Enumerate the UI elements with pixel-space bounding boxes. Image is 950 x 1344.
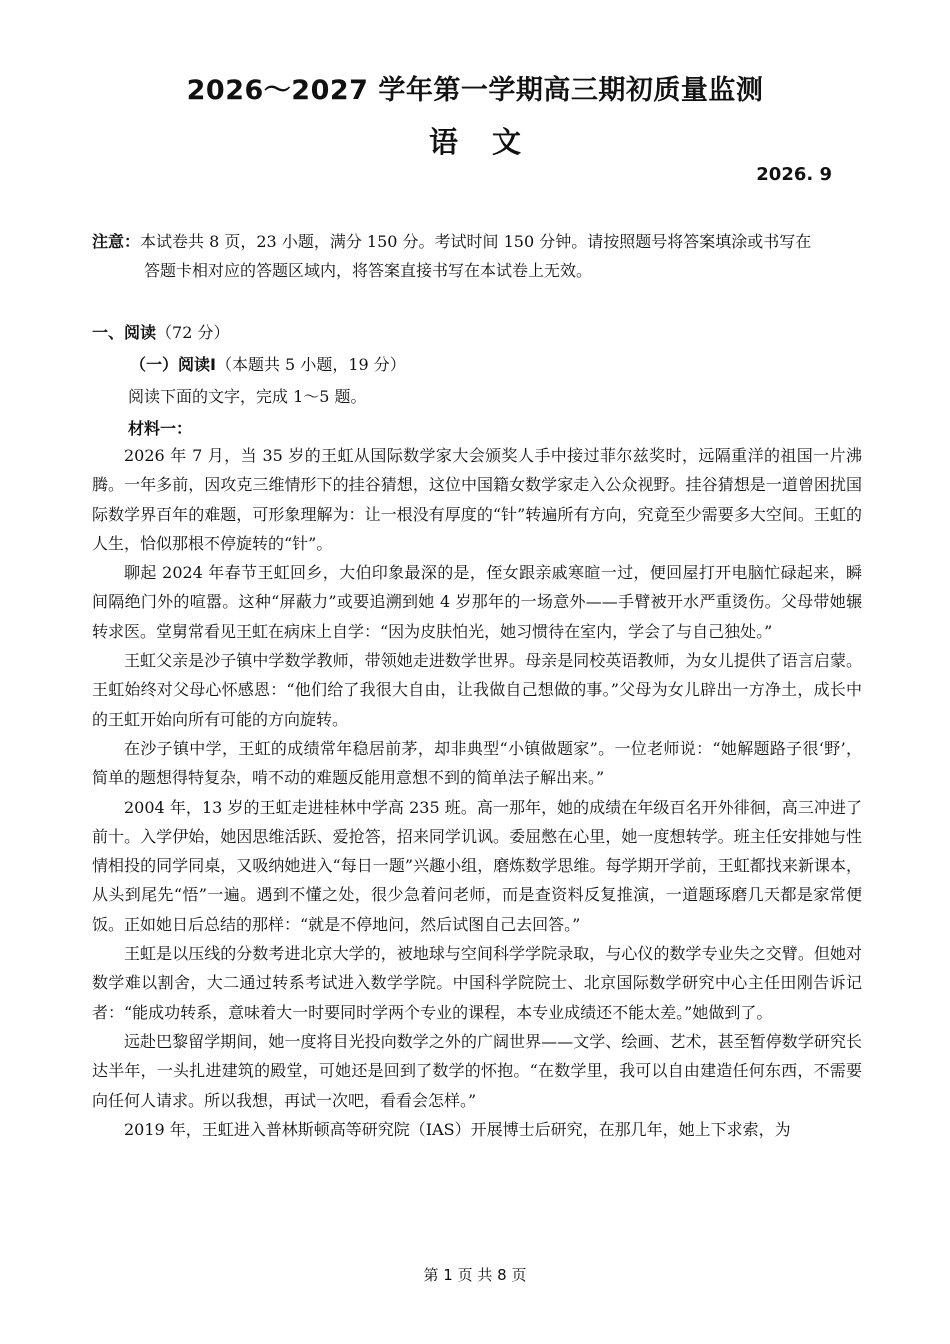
reading-instruction: 阅读下面的文字，完成 1～5 题。 <box>128 387 367 406</box>
notice-line-2: 答题卡相对应的答题区域内，将答案直接书写在本试卷上无效。 <box>144 261 593 280</box>
material-label: 材料一： <box>128 419 193 438</box>
paragraph: 王虹父亲是沙子镇中学数学教师，带领她走进数学世界。母亲是同校英语教师，为女儿提供了语言启蒙。王虹始终对父母心怀感恩：“他们给了我很大自由，让我做自己想做的事。”父母为女儿辟出一方净土，成长中的王虹开始向所有可能的方向旋转。 <box>92 651 862 729</box>
notice-text-1: 本试卷共 8 页，23 小题，满分 150 分。考试时间 150 分钟。请按照题号将答案填涂或书写在 <box>140 232 812 251</box>
reading-passage <box>92 441 862 1144</box>
exam-date: 2026. 9 <box>756 164 832 185</box>
subsection-heading <box>130 352 406 375</box>
notice-label: 注意： <box>92 232 141 251</box>
paragraph: 远赴巴黎留学期间，她一度将目光投向数学之外的广阔世界——文学、绘画、艺术，甚至暂停数学研究长达半年，一头扎进建筑的殿堂，可她还是回到了数学的怀抱。“在数学里，我可以自由建造任何东西，不需要向任何人请求。所以我想，再试一次吧，看看会怎样。” <box>92 1031 862 1110</box>
subsection-detail: （本题共 5 小题，19 分） <box>215 355 406 374</box>
subsection-title: （一）阅读Ⅰ <box>130 355 216 374</box>
section-heading <box>92 320 229 343</box>
notice-block <box>92 227 872 285</box>
notice-line-1 <box>92 227 872 256</box>
paragraph: 2019 年，王虹进入普林斯顿高等研究院（IAS）开展博士后研究，在那几年，她上下求索，为 <box>124 1119 791 1139</box>
paragraph: 2026 年 7 月，当 35 岁的王虹从国际数学家大会颁奖人手中接过菲尔兹奖时，远隔重洋的祖国一片沸腾。一年多前，因攻克三维情形下的挂谷猜想，这位中国籍女数学家走入公众视野。挂谷猜想是一道曾困扰国际数学界百年的难题，可形象理解为：让一根没有厚度的“针”转遍所有方向，究竟至少需要多大空间。王虹的人生，恰似那根不停旋转的“针”。 <box>92 446 862 553</box>
page-footer: 第 1 页 共 8 页 <box>423 1266 527 1284</box>
paragraph: 王虹是以压线的分数考进北京大学的，被地球与空间科学学院录取，与心仪的数学专业失之交臂。但她对数学难以割舍，大二通过转系考试进入数学学院。中国科学院院士、北京国际数学研究中心主任田刚告诉记者：“能成功转系，意味着大一时要同时学两个专业的课程，本专业成绩还不能太差。”她做到了。 <box>92 944 862 1022</box>
section-title: 一、阅读 <box>92 323 157 342</box>
paragraph: 在沙子镇中学，王虹的成绩常年稳居前茅，却非典型“小镇做题家”。一位老师说：“她解题路子很‘野’，简单的题想得特复杂，啃不动的难题反能用意想不到的简单法子解出来。” <box>92 738 862 788</box>
subject-title: 语文 <box>428 125 555 159</box>
paragraph: 2004 年，13 岁的王虹走进桂林中学高 235 班。高一那年，她的成绩在年级百名开外徘徊，高三冲进了前十。入学伊始，她因思维活跃、爱抢答，招来同学讥讽。委屈憋在心里，她一度想转学。班主任安排她与性情相投的同学同桌，又吸纳她进入“每日一题”兴趣小组，磨炼数学思维。每学期开学前，王虹都找来新课本，从头到尾先“悟”一遍。遇到不懂之处，很少急着问老师，而是查资料反复推演，一道题琢磨几天都是家常便饭。正如她日后总结的那样：“就是不停地问，然后试图自己去回答。” <box>92 797 862 934</box>
exam-title: 2026～2027 学年第一学期高三期初质量监测 <box>186 75 764 106</box>
paragraph: 聊起 2024 年春节王虹回乡，大伯印象最深的是，侄女跟亲戚寒暄一过，便回屋打开电脑忙碌起来，瞬间隔绝门外的喧嚣。这种“屏蔽力”或要追溯到她 4 岁那年的一场意外——手臂被开水严重烫伤。父母带她辗转求医。堂舅常看见王虹在病床上自学：“因为皮肤怕光，她习惯待在室内，学会了与自己独处。” <box>92 563 862 641</box>
section-score: （72 分） <box>156 323 230 342</box>
